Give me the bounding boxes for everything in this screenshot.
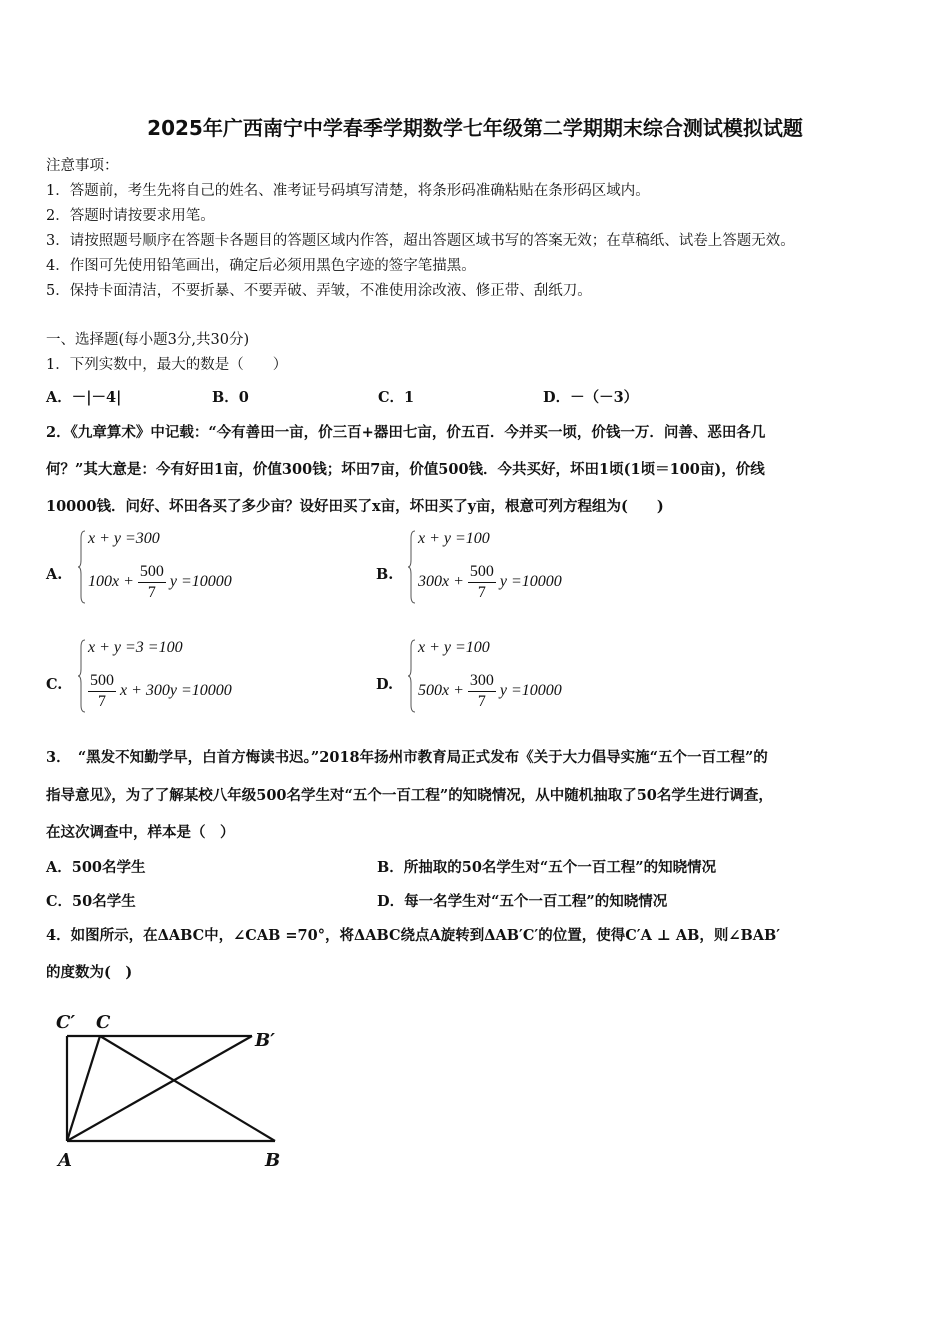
label-b: B [265, 1150, 281, 1171]
brace-icon [78, 530, 86, 604]
section-heading: 一、选择题(每小题3分,共30分) [46, 332, 250, 348]
q2-option-d-label: D. [376, 676, 394, 693]
q2-option-d-system [408, 639, 608, 715]
label-c: C [96, 1012, 111, 1033]
q2-option-a-system [78, 530, 278, 606]
equation-row: 500x + $\frac{300}{7}$ y =10000 [418, 672, 562, 710]
triangle-rotation-figure [50, 1008, 300, 1176]
equation-row: 300x + $\frac{500}{7}$ y =10000 [418, 563, 562, 601]
q4-stem-line: 的度数为( ) [46, 964, 133, 981]
brace-icon [408, 639, 416, 713]
notice-item: 3．请按照题号顺序在答题卡各题目的答题区域内作答，超出答题区域书写的答案无效；在草稿纸、试卷上答题无效。 [46, 233, 795, 249]
q2-stem-line: 2．《九章算术》中记载：“今有善田一亩，价三百+器田七亩，价五百．今并买一顷，价钱一万．问善、恶田各几 [46, 424, 766, 441]
notice-item: 4．作图可先使用铅笔画出，确定后必须用黑色字迹的签字笔描黑。 [46, 258, 476, 274]
q1-option-c: C．1 [378, 389, 415, 406]
q3-option-b: B．所抽取的50名学生对“五个一百工程”的知晓情况 [377, 859, 717, 876]
label-c-prime: C′ [56, 1012, 76, 1033]
q3-stem-line: 在这次调查中，样本是（ ） [46, 824, 235, 841]
q4-stem-line: 4．如图所示，在ΔABC中，∠CAB =70°，将ΔABC绕点A旋转到ΔAB′C′的位置，使得C′A ⊥ AB，则∠BAB′ [46, 927, 781, 944]
brace-icon [78, 639, 86, 713]
q3-stem-line: 指导意见》，为了了解某校八年级500名学生对“五个一百工程”的知晓情况，从中随机抽取了50名学生进行调查， [46, 787, 773, 804]
label-b-prime: B′ [255, 1030, 275, 1051]
q2-stem-line: 10000钱．问好、坏田各买了多少亩？设好田买了x亩，坏田买了y亩，根意可列方程组为( ) [46, 498, 664, 515]
line-c-b [100, 1036, 275, 1141]
q2-option-a-label: A. [46, 566, 63, 583]
q2-option-b-system [408, 530, 608, 606]
q3-stem-line: 3． “黑发不知勤学早，白首方悔读书迟。”2018年扬州市教育局正式发布《关于大力倡导实施“五个一百工程”的 [46, 749, 768, 766]
equation-row: $\frac{500}{7}$ x + 300y =10000 [90, 672, 232, 710]
equation-row: 100x + $\frac{500}{7}$ y =10000 [88, 563, 232, 601]
page-title: 2025年广西南宁中学春季学期数学七年级第二学期期末综合测试模拟试题 [147, 116, 803, 140]
equation-row: x + y =300 [88, 530, 160, 547]
q2-option-c-label: C. [46, 676, 63, 693]
notice-item: 2．答题时请按要求用笔。 [46, 208, 215, 224]
q2-option-b-label: B. [376, 566, 394, 583]
q1-option-d: D．－（－3） [543, 389, 639, 406]
q1-stem: 1．下列实数中，最大的数是（ ） [46, 357, 288, 373]
notice-item: 5．保持卡面清洁，不要折暴、不要弄破、弄皱，不准使用涂改液、修正带、刮纸刀。 [46, 283, 592, 299]
label-a: A [58, 1150, 72, 1171]
notice-item: 1．答题前，考生先将自己的姓名、准考证号码填写清楚，将条形码准确粘贴在条形码区域内。 [46, 183, 650, 199]
equation-row: x + y =100 [418, 530, 490, 547]
q1-option-b: B．0 [212, 389, 249, 406]
q3-option-c: C．50名学生 [46, 893, 136, 910]
q3-option-a: A．500名学生 [46, 859, 146, 876]
q1-option-a: A．－|－4| [46, 389, 122, 406]
brace-icon [408, 530, 416, 604]
equation-row: x + y =100 [418, 639, 490, 656]
q2-option-c-system [78, 639, 278, 715]
notice-heading: 注意事项： [46, 158, 119, 174]
q3-option-d: D．每一名学生对“五个一百工程”的知晓情况 [377, 893, 668, 910]
q2-stem-line: 何？”其大意是：今有好田1亩，价值300钱；坏田7亩，价值500钱．今共买好，坏田1顷(1顷＝100亩)，价线 [46, 461, 765, 478]
equation-row: x + y =3 =100 [88, 639, 183, 656]
